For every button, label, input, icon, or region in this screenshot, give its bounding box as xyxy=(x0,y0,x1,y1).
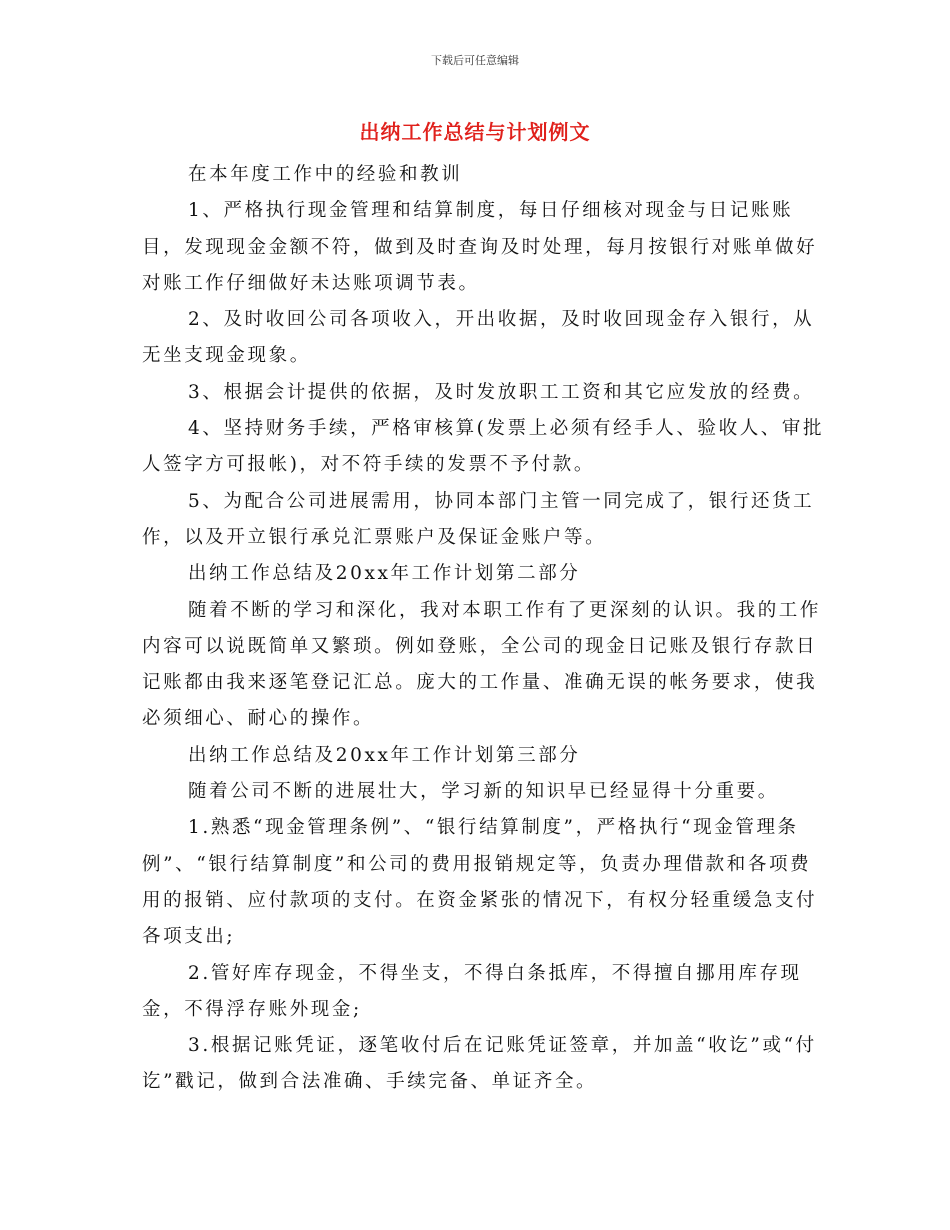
paragraph: 3、根据会计提供的依据，及时发放职工工资和其它应发放的经费。 xyxy=(188,381,815,403)
section-heading: 出纳工作总结及20xx年工作计划第三部分 xyxy=(188,744,581,766)
section-heading: 在本年度工作中的经验和教训 xyxy=(188,164,463,185)
paragraph: 随着不断的学习和深化，我对本职工作有了更深刻的认识。我的工作内容可以说既简单又繁琐。例如登账，全公司的现金日记账及银行存款日记账都由我来逐笔登记汇总。庞大的工作量、准确无误的帐务要求，使我必须细心、耐心的操作。 xyxy=(142,599,822,730)
paragraph: 3.根据记账凭证，逐笔收付后在记账凭证签章，并加盖“收讫”或“付讫”戳记，做到合法准确、手续完备、单证齐全。 xyxy=(142,1035,817,1093)
paragraph: 4、坚持财务手续，严格审核算(发票上必须有经手人、验收人、审批人签字方可报帐)，对不符手续的发票不予付款。 xyxy=(142,418,825,476)
header-note: 下载后可任意编辑 xyxy=(431,54,519,67)
document-body xyxy=(142,157,832,1101)
document-title: 出纳工作总结与计划例文 xyxy=(359,120,591,144)
paragraph: 5、为配合公司进展需用，协同本部门主管一同完成了，银行还货工作，以及开立银行承兑汇票账户及保证金账户等。 xyxy=(142,490,815,548)
paragraph: 1.熟悉“现金管理条例”、“银行结算制度”，严格执行“现金管理条例”、“银行结算制度”和公司的费用报销规定等，负责办理借款和各项费用的报销、应付款项的支付。在资金紧张的情况下，有权分轻重缓急支付各项支出; xyxy=(142,817,818,948)
paragraph: 随着公司不断的进展壮大，学习新的知识早已经显得十分重要。 xyxy=(188,781,779,803)
paragraph: 2、及时收回公司各项收入，开出收据，及时收回现金存入银行，从无坐支现金现象。 xyxy=(142,309,815,367)
section-heading: 出纳工作总结及20xx年工作计划第二部分 xyxy=(188,563,581,585)
paragraph: 1、严格执行现金管理和结算制度，每日仔细核对现金与日记账账目，发现现金金额不符，做到及时查询及时处理，每月按银行对账单做好对账工作仔细做好未达账项调节表。 xyxy=(142,200,818,294)
paragraph: 2.管好库存现金，不得坐支，不得白条抵库，不得擅自挪用库存现金，不得浮存账外现金; xyxy=(142,962,802,1020)
